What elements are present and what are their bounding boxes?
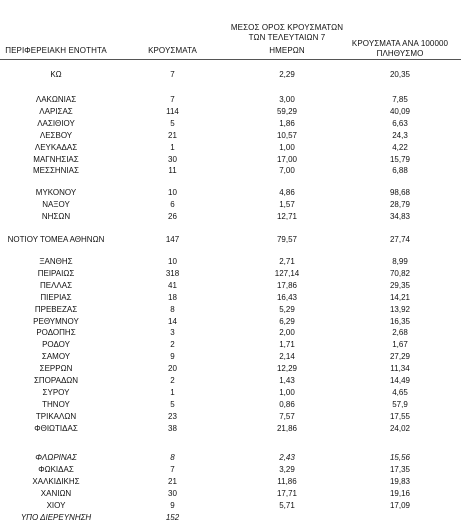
cell-cases: 2: [170, 340, 175, 350]
cell-avg: 17,00: [276, 154, 298, 164]
cell-cases: 21: [168, 130, 177, 140]
cell-region: ΣΠΟΡΑΔΩΝ: [33, 376, 79, 385]
header-avg-line1: ΜΕΣΟΣ ΟΡΟΣ ΚΡΟΥΣΜΑΤΩΝ: [230, 23, 344, 32]
cell-region: ΠΙΕΡΙΑΣ: [40, 292, 72, 302]
cell-region: ΤΡΙΚΑΛΩΝ: [35, 411, 77, 421]
cell-region: ΠΕΛΛΑΣ: [39, 280, 73, 290]
cell-region: ΣΑΜΟΥ: [41, 352, 71, 362]
cell-region: ΧΙΟΥ: [46, 500, 66, 510]
cell-cases: 114: [166, 106, 179, 116]
cell-region: ΛΑΚΩΝΙΑΣ: [35, 95, 77, 104]
cell-per100k: 20,35: [389, 70, 411, 79]
cell-per100k: 17,35: [389, 464, 411, 474]
cell-cases: 152: [165, 512, 180, 522]
cell-region: ΞΑΝΘΗΣ: [39, 257, 73, 266]
cell-per100k: 11,34: [390, 364, 410, 374]
cell-per100k: 27,29: [389, 352, 411, 362]
cell-avg: 1,86: [279, 118, 295, 128]
cell-cases: 3: [170, 328, 175, 338]
cell-region: ΣΥΡΟΥ: [42, 387, 70, 397]
cell-region: ΜΕΣΣΗΝΙΑΣ: [33, 166, 79, 176]
cell-region: ΧΑΝΙΩΝ: [40, 488, 72, 498]
cell-cases: 147: [165, 235, 180, 244]
cell-avg: 6,29: [279, 316, 295, 326]
cell-avg: 1,71: [279, 340, 295, 350]
cell-cases: 38: [168, 423, 177, 433]
cell-cases: 8: [170, 453, 175, 462]
cell-region: ΝΗΣΩΝ: [41, 211, 71, 221]
header-avg-line3: ΗΜΕΡΩΝ: [269, 46, 305, 55]
cell-cases: 1: [170, 387, 175, 397]
cell-per100k: 14,49: [389, 376, 411, 385]
cell-cases: 20: [168, 364, 177, 374]
cell-cases: 7: [170, 70, 175, 79]
cell-cases: 23: [168, 411, 177, 421]
cell-avg: 1,57: [279, 199, 295, 209]
cell-cases: 5: [170, 118, 175, 128]
cell-cases: 5: [170, 399, 175, 409]
cell-per100k: 6,88: [392, 166, 408, 176]
cell-cases: 2: [170, 376, 175, 385]
cell-per100k: 19,83: [389, 476, 411, 486]
cell-region: ΡΟΔΟΥ: [42, 340, 70, 350]
cell-region: ΛΑΡΙΣΑΣ: [39, 106, 73, 116]
cell-per100k: 57,9: [392, 399, 408, 409]
cell-per100k: 98,68: [389, 188, 411, 197]
cell-avg: 59,29: [276, 106, 298, 116]
cell-region: ΧΑΛΚΙΔΙΚΗΣ: [32, 476, 80, 486]
cell-cases: 318: [165, 268, 180, 278]
cell-per100k: 2,68: [392, 328, 408, 338]
cell-per100k: 24,3: [392, 130, 408, 140]
cell-region: ΝΟΤΙΟΥ ΤΟΜΕΑ ΑΘΗΝΩΝ: [7, 235, 105, 244]
cell-cases: 10: [168, 257, 177, 266]
cell-cases: 6: [170, 199, 175, 209]
cell-cases: 30: [168, 154, 177, 164]
cell-region: ΥΠΟ ΔΙΕΡΕΥΝΗΣΗ: [20, 512, 92, 522]
cell-per100k: 70,82: [389, 268, 411, 278]
cell-region: ΜΑΓΝΗΣΙΑΣ: [33, 154, 79, 164]
cell-cases: 14: [168, 316, 177, 326]
cell-avg: 2,14: [279, 352, 295, 362]
cell-avg: 2,43: [279, 453, 295, 462]
cell-cases: 8: [170, 304, 175, 314]
cell-region: ΦΩΚΙΔΑΣ: [38, 464, 74, 474]
cell-per100k: 19,16: [389, 488, 411, 498]
cell-per100k: 28,79: [389, 199, 411, 209]
cell-per100k: 7,85: [392, 95, 408, 104]
cell-cases: 26: [168, 211, 177, 221]
cell-avg: 12,71: [276, 211, 298, 221]
cell-avg: 17,71: [276, 488, 298, 498]
cell-cases: 11: [168, 166, 177, 176]
cell-per100k: 6,63: [392, 118, 408, 128]
cell-region: ΚΩ: [50, 70, 62, 79]
cell-avg: 12,29: [276, 364, 298, 374]
header-per100k-line2: ΠΛΗΘΥΣΜΟ: [376, 49, 424, 58]
cell-region: ΛΕΣΒΟΥ: [39, 130, 73, 140]
cell-per100k: 17,09: [389, 500, 411, 510]
cell-cases: 41: [168, 280, 177, 290]
cell-region: ΣΕΡΡΩΝ: [39, 364, 73, 374]
cell-avg: 2,29: [279, 70, 295, 79]
cell-region: ΦΛΩΡΙΝΑΣ: [35, 453, 77, 462]
cell-cases: 10: [168, 188, 177, 197]
cell-region: ΤΗΝΟΥ: [42, 399, 70, 409]
cell-per100k: 8,99: [392, 257, 408, 266]
cell-avg: 16,43: [276, 292, 298, 302]
cell-avg: 2,71: [279, 257, 295, 266]
cell-cases: 18: [168, 292, 177, 302]
cell-per100k: 4,65: [392, 387, 408, 397]
cell-avg: 79,57: [276, 235, 298, 244]
cell-cases: 9: [170, 352, 175, 362]
cell-per100k: 24,02: [389, 423, 411, 433]
cell-per100k: 13,92: [389, 304, 411, 314]
cell-per100k: 15,79: [389, 154, 411, 164]
header-region: ΠΕΡΙΦΕΡΕΙΑΚΗ ΕΝΟΤΗΤΑ: [5, 46, 107, 55]
cell-per100k: 17,55: [389, 411, 411, 421]
cell-cases: 21: [168, 476, 177, 486]
cell-region: ΠΕΙΡΑΙΩΣ: [37, 268, 75, 278]
cell-per100k: 16,35: [389, 316, 411, 326]
cell-avg: 127,14: [274, 268, 300, 278]
header-cases: ΚΡΟΥΣΜΑΤΑ: [148, 46, 197, 55]
cell-per100k: 34,83: [389, 211, 411, 221]
cell-cases: 1: [170, 142, 175, 152]
header-per100k-line1: ΚΡΟΥΣΜΑΤΑ ΑΝΑ 100000: [351, 39, 449, 48]
cell-avg: 0,86: [279, 399, 295, 409]
cell-region: ΛΑΣΙΘΙΟΥ: [37, 118, 75, 128]
cell-cases: 7: [170, 95, 175, 104]
cell-avg: 1,00: [279, 387, 295, 397]
cell-per100k: 29,35: [389, 280, 411, 290]
cell-avg: 5,71: [279, 500, 295, 510]
cell-avg: 4,86: [279, 188, 295, 197]
cell-per100k: 15,56: [389, 453, 411, 462]
cell-region: ΠΡΕΒΕΖΑΣ: [34, 304, 78, 314]
cell-cases: 7: [170, 464, 175, 474]
cell-per100k: 14,21: [389, 292, 411, 302]
cell-avg: 21,86: [276, 423, 298, 433]
cell-region: ΝΑΞΟΥ: [42, 199, 70, 209]
cell-avg: 10,57: [276, 130, 298, 140]
cell-avg: 11,86: [277, 476, 297, 486]
cell-region: ΜΥΚΟΝΟΥ: [35, 188, 77, 197]
cell-region: ΡΕΘΥΜΝΟΥ: [33, 316, 79, 326]
cell-avg: 5,29: [279, 304, 295, 314]
cell-avg: 1,00: [279, 142, 295, 152]
cell-region: ΦΘΙΩΤΙΔΑΣ: [34, 423, 78, 433]
cell-per100k: 4,22: [392, 142, 408, 152]
cell-avg: 3,00: [279, 95, 295, 104]
cell-per100k: 1,67: [392, 340, 408, 350]
cell-per100k: 27,74: [389, 235, 411, 244]
cell-avg: 3,29: [279, 464, 295, 474]
cell-avg: 7,57: [279, 411, 295, 421]
cell-per100k: 40,09: [389, 106, 411, 116]
cell-cases: 9: [170, 500, 175, 510]
header-avg-line2: ΤΩΝ ΤΕΛΕΥΤΑΙΩΝ 7: [248, 33, 326, 42]
cell-avg: 1,43: [279, 376, 295, 385]
cell-avg: 2,00: [279, 328, 295, 338]
cell-avg: 7,00: [279, 166, 295, 176]
cell-cases: 30: [168, 488, 177, 498]
header-divider: [0, 59, 461, 60]
cell-region: ΡΟΔΟΠΗΣ: [36, 328, 76, 338]
cell-region: ΛΕΥΚΑΔΑΣ: [34, 142, 78, 152]
cell-avg: 17,86: [276, 280, 298, 290]
